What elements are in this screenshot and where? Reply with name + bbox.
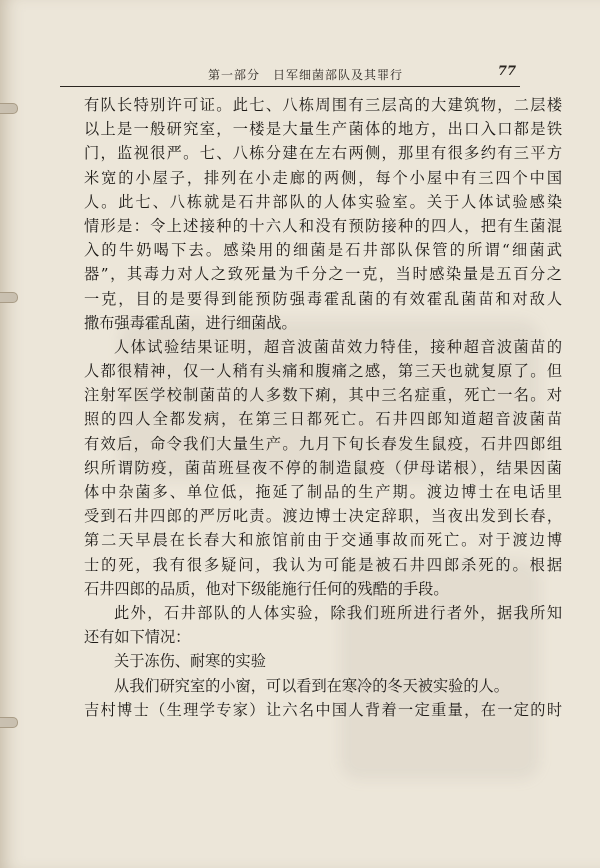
page-number: 77	[497, 64, 516, 79]
text-line: 器”，其毒力对人之致死量为千分之一克，当时感染量是五百分之	[84, 265, 562, 284]
text-line: 第二天早晨在长春大和旅馆前由于交通事故而死亡。对于渡边博	[84, 531, 562, 550]
text-line: 有队长特别许可证。此七、八栋周围有三层高的大建筑物，二层楼	[84, 96, 562, 114]
text-line: 人体试验结果证明，超音波菌苗效力特佳，接种超音波菌苗的	[114, 337, 562, 356]
text-line: 士的死，我有很多疑问，我认为可能是被石井四郎杀死的。根据	[84, 555, 562, 574]
binding-hole	[0, 103, 18, 114]
text-line: 注射军医学校制菌苗的人多数下痢，其中三名症重，死亡一名。对	[84, 386, 562, 405]
text-line: 情形是：令上述接种的十六人和没有预防接种的四人，把有生菌混	[84, 216, 562, 235]
text-line: 照的四人全都发病，在第三日都死亡。石井四郎知道超音波菌苗	[84, 410, 562, 429]
text-line: 人。此七、八栋就是石井部队的人体实验室。关于人体试验感染	[84, 192, 562, 211]
text-line: 织所谓防疫，菌苗班昼夜不停的制造鼠疫（伊母诺根），结果因菌	[84, 458, 562, 477]
text-line: 此外，石井部队的人体实验，除我们班所进行者外，据我所知	[114, 603, 562, 622]
text-line: 以上是一般研究室，一楼是大量生产菌体的地方，出口入口都是铁	[84, 120, 562, 139]
text-line: 石井四郎的品质，他对下级能施行任何的残酷的手段。	[84, 579, 449, 598]
text-line: 受到石井四郎的严厉叱责。渡边博士决定辞职，当夜出发到长春，	[84, 507, 562, 526]
running-header	[60, 64, 520, 87]
text-line: 米宽的小屋子，排列在小走廊的两侧，每个小屋中有三四个中国	[84, 168, 562, 187]
text-line: 撒布强毒霍乱菌，进行细菌战。	[84, 313, 297, 332]
text-line: 从我们研究室的小窗，可以看到在寒冷的冬天被实验的人。	[114, 676, 509, 695]
text-line: 体中杂菌多、单位低，拖延了制品的生产期。渡边博士在电话里	[84, 483, 562, 501]
binding-hole	[0, 292, 18, 303]
text-line: 门，监视很严。七、八栋分建在左右两侧，那里有很多约有三平方	[84, 144, 562, 163]
text-line: 还有如下情况：	[84, 628, 191, 647]
text-line: 吉村博士（生理学专家）让六名中国人背着一定重量，在一定的时	[84, 700, 562, 719]
text-line: 关于冻伤、耐寒的实验	[114, 652, 266, 671]
binding-hole	[0, 717, 18, 728]
text-line: 入的牛奶喝下去。感染用的细菌是石井部队保管的所谓“细菌武	[84, 241, 562, 260]
text-line: 人都很精神，仅一人稍有头痛和腹痛之感，第三天也就复原了。但	[84, 362, 562, 381]
body-text	[84, 93, 562, 722]
running-header-title: 第一部分 日军细菌部队及其罪行	[208, 68, 404, 82]
text-line: 一克，目的是要得到能预防强毒霍乱菌的有效霍乱菌苗和对敌人	[84, 289, 562, 308]
text-line: 有效后，命令我们大量生产。九月下旬长春发生鼠疫，石井四郎组	[84, 434, 562, 453]
